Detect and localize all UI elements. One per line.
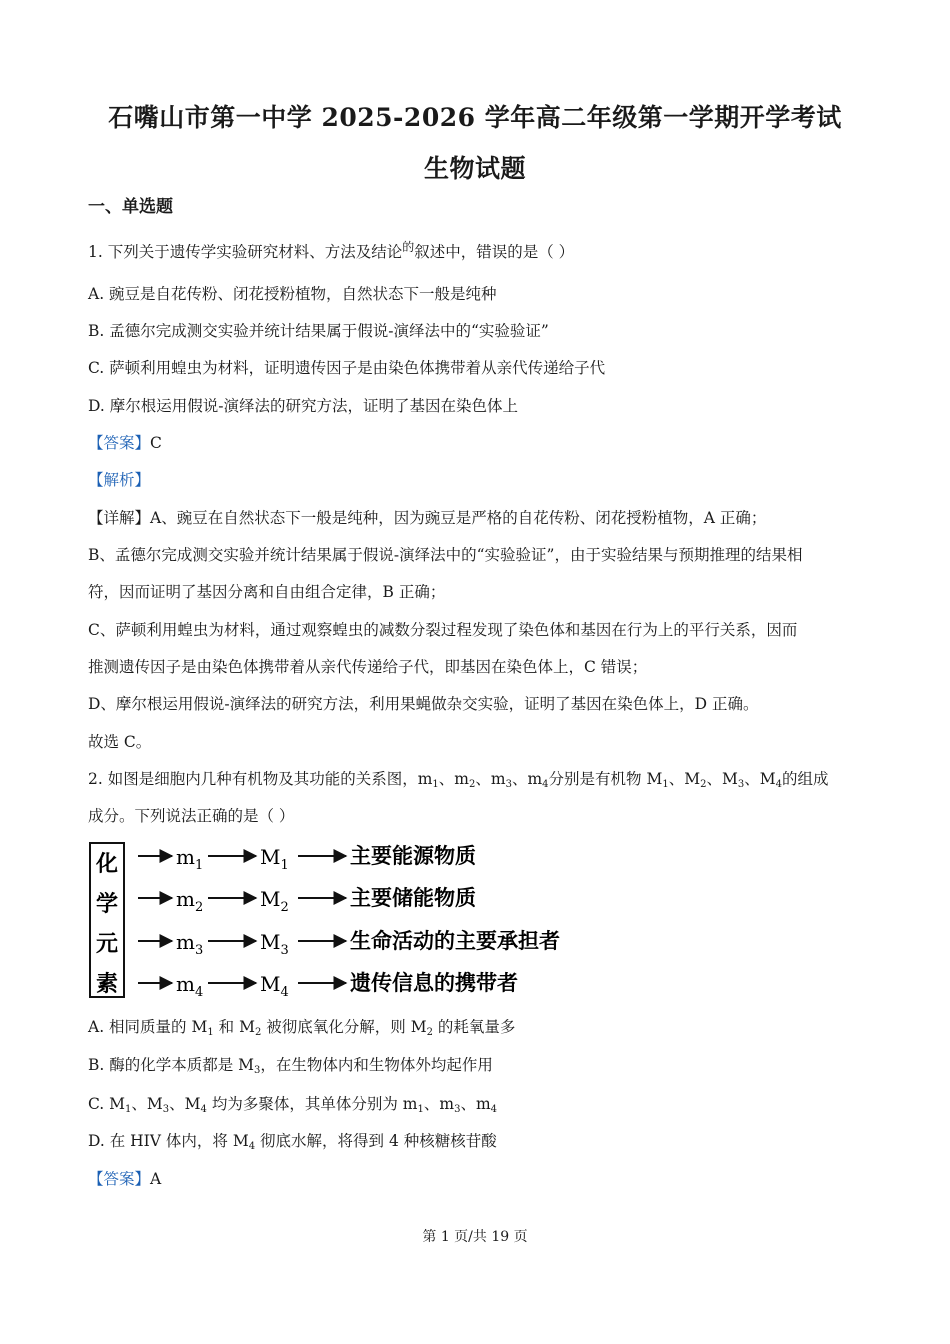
- q1-analysis: [88, 470, 868, 490]
- M2-label: $M_2$: [260, 887, 289, 915]
- q1-option-d: D. 摩尔根运用假说-演绎法的研究方法，证明了基因在染色体上: [88, 397, 518, 415]
- q2-opt-a-sub-3: 2: [426, 1027, 433, 1038]
- q2-opt-c-sub-2: 3: [162, 1104, 170, 1115]
- m4-label: $m_4$: [176, 972, 204, 1000]
- q2-answer-label: 【答案】: [88, 1170, 151, 1188]
- q2-stem-sub-m3: 3: [505, 779, 512, 790]
- q1-option-c: C. 萨顿利用蝗虫为材料，证明遗传因子是由染色体携带着从亲代传递给子代: [88, 359, 606, 377]
- q2-opt-c-sub-4: 1: [417, 1104, 424, 1115]
- q2-answer: [88, 1169, 868, 1189]
- q2-option-b: [88, 1055, 868, 1075]
- box-char-4: 素: [95, 971, 119, 997]
- q2-opt-a-3: 被彻底氧化分解，则 M: [261, 1018, 427, 1036]
- q2-opt-c-sub-5: 3: [454, 1104, 461, 1115]
- function-row3: 生命活动的主要承担者: [350, 928, 560, 953]
- page-footer: 第 1 页/共 19 页: [422, 1229, 528, 1245]
- q2-opt-c-sep: 、m: [460, 1095, 491, 1113]
- q1-detail-text-1: A、豌豆在自然状态下一般是纯种，因为豌豆是严格的自花传粉、闭花授粉植物，A 正确；: [150, 509, 767, 527]
- q2-opt-b-1: B. 酶的化学本质都是 M: [88, 1056, 255, 1074]
- q2-answer-value: A: [150, 1170, 162, 1188]
- exam-subtitle: 生物试题: [423, 154, 526, 183]
- M1-label: $M_1$: [260, 845, 289, 873]
- q2-stem-line-1: [88, 769, 868, 789]
- q2-stem-sub-M3: 3: [737, 779, 745, 790]
- q2-opt-d-1: D. 在 HIV 体内，将 M: [88, 1132, 249, 1150]
- q1-stem-part-b: 叙述中，错误的是（ ）: [414, 243, 575, 261]
- q2-opt-a-2: 和 M: [213, 1018, 255, 1036]
- M3-label: $M_3$: [260, 930, 289, 958]
- q2-opt-d-sub: 4: [248, 1141, 256, 1152]
- q1-detail-line-7: 故选 C。: [88, 733, 152, 751]
- q2-stem-sub-m2: 2: [469, 779, 476, 790]
- q2-stem-sub-M4: 4: [775, 779, 782, 790]
- q2-option-c: [88, 1094, 868, 1114]
- q2-stem-sep: 、m: [475, 770, 506, 788]
- m1-label: $m_1$: [176, 845, 204, 873]
- q2-opt-a-1: A. 相同质量的 M: [88, 1018, 208, 1036]
- q2-stem-sep: 、M: [668, 770, 701, 788]
- function-row2: 主要储能物质: [350, 885, 476, 910]
- q2-stem-a: 2. 如图是细胞内几种有机物及其功能的关系图，m: [88, 770, 433, 788]
- q1-stem-sup: 的: [402, 240, 415, 254]
- q2-opt-c-2: 均为多聚体，其单体分别为 m: [206, 1095, 418, 1113]
- q2-opt-b-sub: 3: [254, 1065, 261, 1076]
- q2-stem-sub-m1: 1: [432, 779, 439, 790]
- q2-opt-a-sub-2: 2: [254, 1027, 262, 1038]
- q1-option-b: B. 孟德尔完成测交实验并统计结果属于假说-演绎法中的“实验验证”: [88, 322, 549, 340]
- q1-detail-line-3: 符，因而证明了基因分离和自由组合定律，B 正确；: [88, 583, 446, 601]
- box-char-1: 化: [95, 851, 119, 877]
- q1-option-a: A. 豌豆是自花传粉、闭花授粉植物，自然状态下一般是纯种: [88, 285, 497, 303]
- q2-stem-sub-M2: 2: [700, 779, 707, 790]
- function-row4: 遗传信息的携带者: [350, 970, 518, 995]
- q2-stem-sep: 、M: [706, 770, 738, 788]
- q1-answer-label: 【答案】: [88, 434, 151, 452]
- q2-stem-c: 的组成: [781, 770, 829, 788]
- q2-stem-sep: 、m: [511, 770, 543, 788]
- q2-stem-b: 分别是有机物 M: [548, 770, 663, 788]
- q1-detail-label: 【详解】: [88, 509, 151, 527]
- q2-opt-c-sep: 、M: [169, 1095, 201, 1113]
- q2-opt-c-1: C. M: [88, 1095, 126, 1113]
- q1-analysis-label: 【解析】: [88, 471, 151, 489]
- q1-detail-line-1: [88, 508, 868, 528]
- q2-opt-d-2: 彻底水解，将得到 4 种核糖核苷酸: [255, 1132, 497, 1150]
- q2-option-d: [88, 1131, 868, 1151]
- q2-opt-c-sub-1: 1: [125, 1104, 132, 1115]
- q1-answer-value: C: [150, 434, 162, 452]
- q2-stem-sub-M1: 1: [662, 779, 669, 790]
- m3-label: $m_3$: [176, 930, 204, 958]
- m2-label: $m_2$: [176, 887, 204, 915]
- q2-stem-line-2: 成分。下列说法正确的是（ ）: [88, 807, 295, 825]
- q1-stem: [88, 242, 868, 262]
- q1-detail-line-4: C、萨顿利用蝗虫为材料，通过观察蝗虫的减数分裂过程发现了染色体和基因在行为上的平行关系，因而: [88, 621, 798, 639]
- box-char-2: 学: [95, 891, 119, 917]
- function-row1: 主要能源物质: [350, 843, 476, 868]
- q2-opt-a-sub-1: 1: [207, 1027, 214, 1038]
- organic-matter-diagram: [88, 841, 618, 1001]
- box-char-3: 元: [95, 931, 119, 957]
- q1-detail-line-2: B、孟德尔完成测交实验并统计结果属于假说-演绎法中的“实验验证”，由于实验结果与预期推理的结果相: [88, 546, 803, 564]
- q2-opt-b-2: ，在生物体内和生物体外均起作用: [260, 1056, 493, 1074]
- q2-option-a: [88, 1017, 868, 1037]
- q1-stem-part-a: 1. 下列关于遗传学实验研究材料、方法及结论: [88, 243, 403, 261]
- q2-opt-a-4: 的耗氧量多: [432, 1018, 516, 1036]
- q2-stem-sub-m4: 4: [542, 779, 549, 790]
- q2-opt-c-sep: 、m: [423, 1095, 455, 1113]
- q2-opt-c-sep: 、M: [131, 1095, 163, 1113]
- q1-detail-line-6: D、摩尔根运用假说-演绎法的研究方法，利用果蝇做杂交实验，证明了基因在染色体上，D 正确。: [88, 695, 759, 713]
- q2-stem-sep: 、m: [438, 770, 469, 788]
- section-title: 一、单选题: [88, 197, 173, 217]
- q1-detail-line-5: 推测遗传因子是由染色体携带着从亲代传递给子代，即基因在染色体上，C 错误；: [88, 658, 648, 676]
- q2-opt-c-sub-3: 4: [200, 1104, 207, 1115]
- M4-label: $M_4$: [260, 972, 289, 1000]
- q2-opt-c-sub-6: 4: [490, 1104, 498, 1115]
- q1-answer: [88, 433, 868, 453]
- exam-title: 石嘴山市第一中学 2025-2026 学年高二年级第一学期开学考试: [108, 103, 842, 132]
- q2-stem-sep: 、M: [744, 770, 776, 788]
